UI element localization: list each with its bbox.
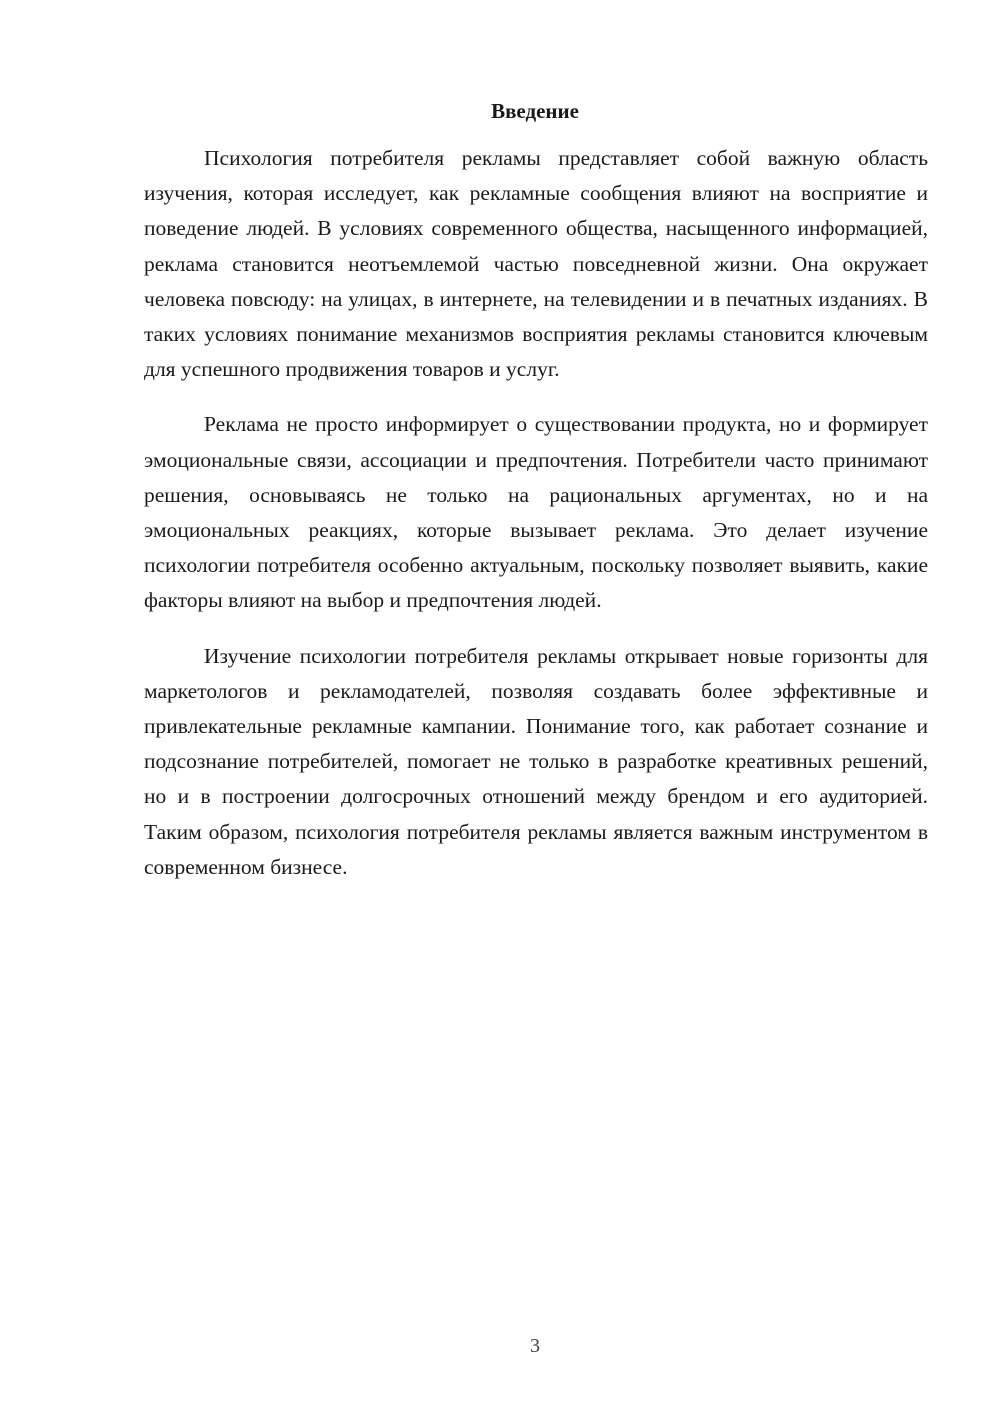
paragraph-1: Психология потребителя рекламы представляет собой важную область изучения, которая исследует, как рекламные сообщения влияют на восприятие и поведение людей. В условиях современного общества, насыщенного информацией, реклама становится неотъемлемой частью повседневной жизни. Она окружает человека повсюду: на улицах, в интернете, на телевидении и в печатных изданиях. В таких условиях понимание механизмов восприятия рекламы становится ключевым для успешного продвижения товаров и услуг. <box>144 146 928 382</box>
body-text <box>144 141 928 905</box>
section-heading: Введение <box>491 99 579 123</box>
page-number: 3 <box>530 1335 540 1357</box>
paragraph-3: Изучение психологии потребителя рекламы открывает новые горизонты для маркетологов и рекламодателей, позволяя создавать более эффективные и привлекательные рекламные кампании. Понимание того, как работает сознание и подсознание потребителей, помогает не только в разработке креативных решений, но и в построении долгосрочных отношений между брендом и его аудиторией. Таким образом, психология потребителя рекламы является важным инструментом в современном бизнесе. <box>144 643 928 879</box>
paragraph-2: Реклама не просто информирует о существовании продукта, но и формирует эмоциональные связи, ассоциации и предпочтения. Потребители часто принимают решения, основываясь не только на рациональных аргументах, но и на эмоциональных реакциях, которые вызывает реклама. Это делает изучение психологии потребителя особенно актуальным, поскольку позволяет выявить, какие факторы влияют на выбор и предпочтения людей. <box>144 412 928 613</box>
